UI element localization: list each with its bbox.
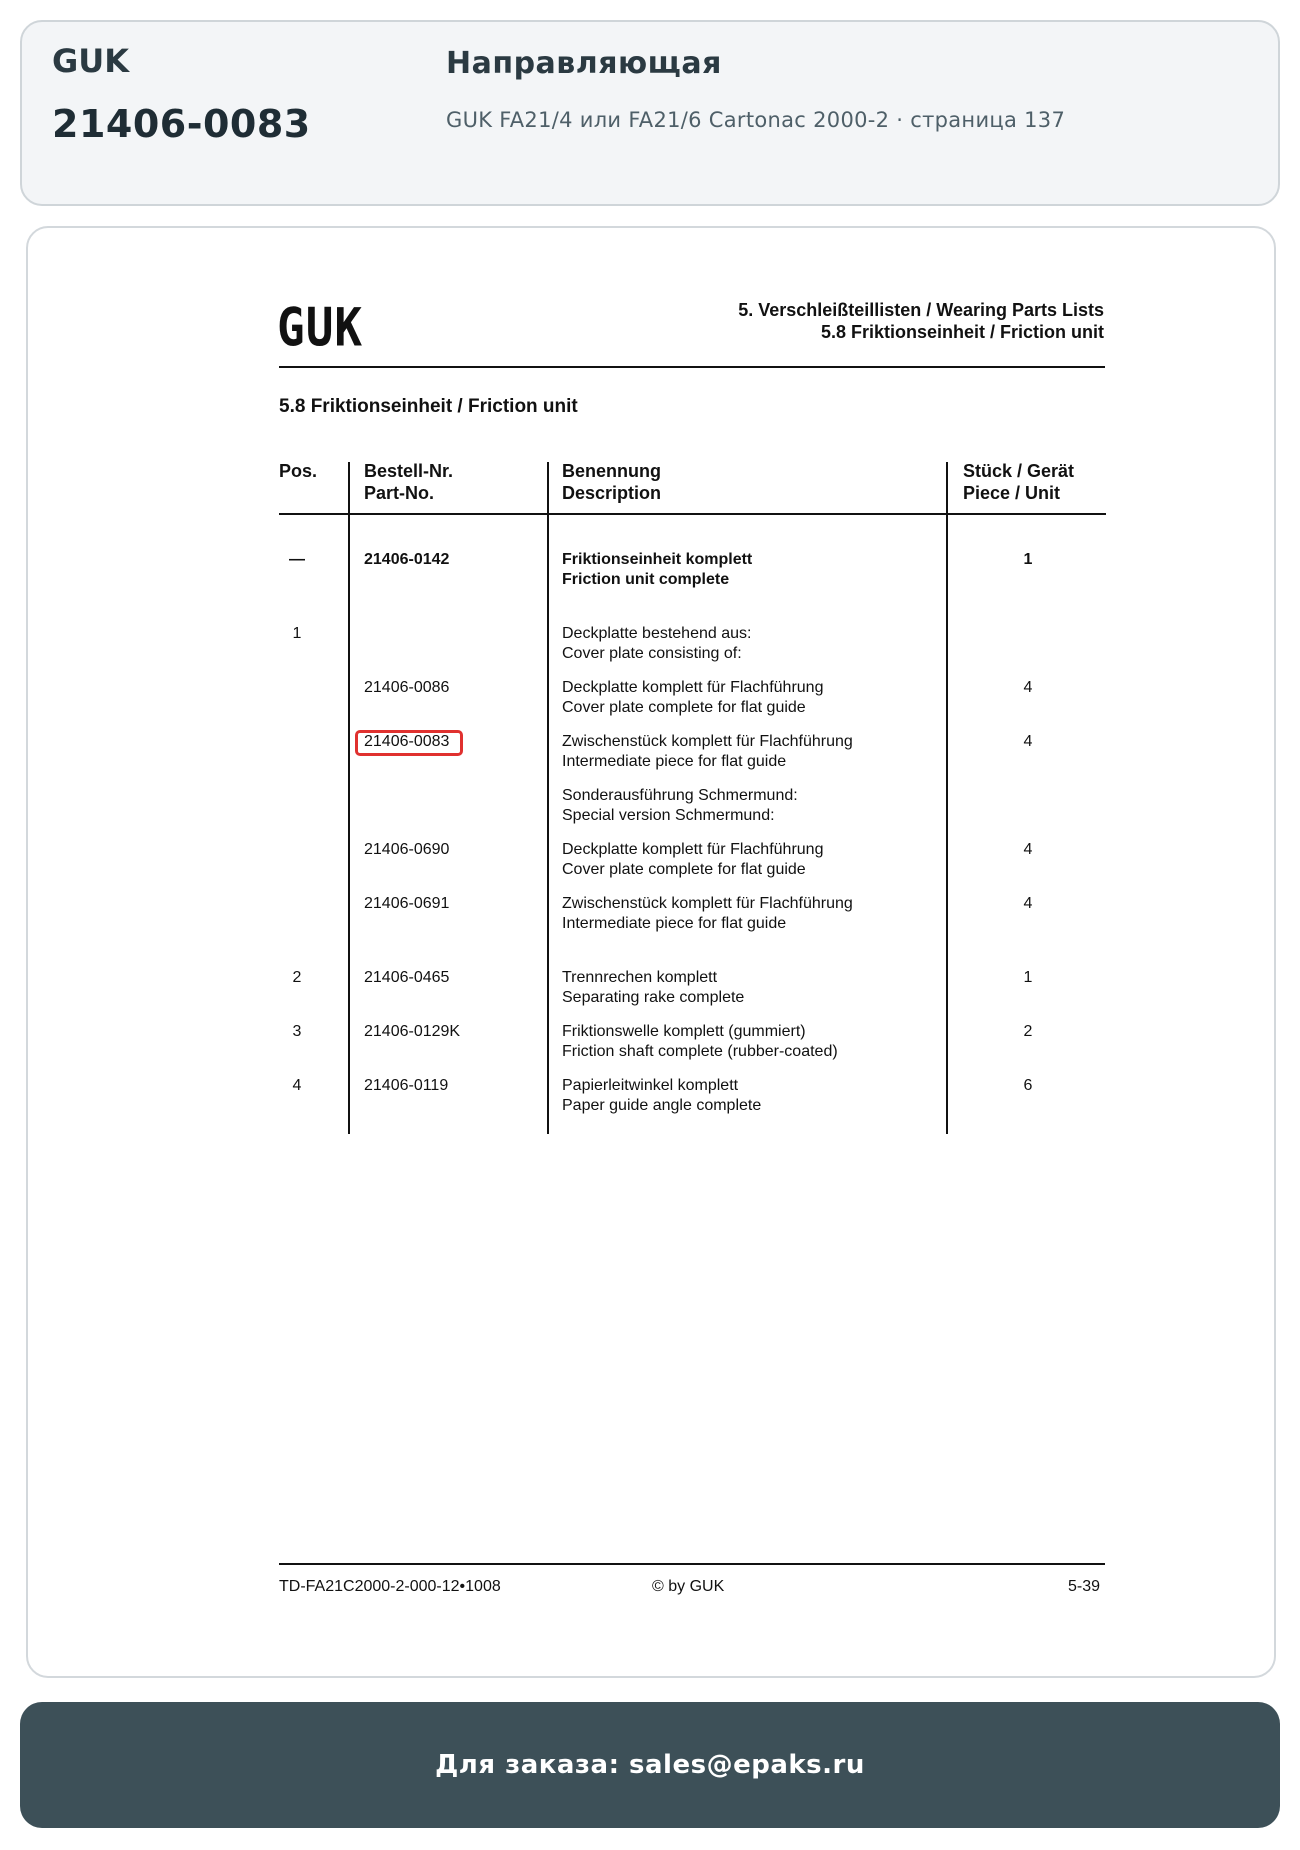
table-row-6-desc2: Intermediate piece for flat guide xyxy=(562,915,787,932)
order-contact-text[interactable]: Для заказа: sales@epaks.ru xyxy=(435,1750,865,1780)
table-row-5-desc2: Cover plate complete for flat guide xyxy=(562,861,806,878)
column-header-quantity xyxy=(963,460,1074,504)
table-row-5-desc1: Deckplatte komplett für Flachführung xyxy=(562,841,824,858)
table-row-1-desc1: Deckplatte bestehend aus: xyxy=(562,625,752,642)
brand-name: GUK xyxy=(52,42,130,80)
header-rule xyxy=(279,366,1105,368)
table-row-3-desc2: Intermediate piece for flat guide xyxy=(562,753,787,770)
table-row-3-qty: 4 xyxy=(1023,733,1033,750)
table-row-5-part: 21406-0690 xyxy=(364,841,450,858)
column-header-part-en: Part-No. xyxy=(364,483,435,503)
table-row-6-part: 21406-0691 xyxy=(364,895,450,912)
table-row-4-desc2: Special version Schmermund: xyxy=(562,807,775,824)
table-row-8-part: 21406-0129K xyxy=(364,1023,461,1040)
table-row-7-qty: 1 xyxy=(1023,969,1033,986)
page-heading xyxy=(738,299,1104,343)
table-row-0-desc1: Friktionseinheit komplett xyxy=(562,551,753,568)
section-title: 5.8 Friktionseinheit / Friction unit xyxy=(279,396,578,417)
table-row-0-pos: — xyxy=(289,551,305,568)
column-header-description xyxy=(562,460,661,504)
page-heading-line1: 5. Verschleißteillisten / Wearing Parts Lists xyxy=(738,300,1104,320)
table-row-6-qty: 4 xyxy=(1023,895,1033,912)
product-title: Направляющая xyxy=(446,46,722,81)
guk-logo: GUK xyxy=(277,296,364,359)
table-row-3-part: 21406-0083 xyxy=(364,733,450,750)
column-header-pos-label: Pos. xyxy=(279,461,318,481)
table-row-1-desc2: Cover plate consisting of: xyxy=(562,645,742,662)
table-row-0-desc2: Friction unit complete xyxy=(562,571,730,588)
table-row-9-desc1: Papierleitwinkel komplett xyxy=(562,1077,739,1094)
product-header xyxy=(20,20,1280,206)
column-header-pos xyxy=(279,460,317,482)
table-row-9-desc2: Paper guide angle complete xyxy=(562,1097,762,1114)
table-header-rule xyxy=(279,513,1106,515)
table-row-1-pos: 1 xyxy=(292,625,302,642)
table-row-0-part: 21406-0142 xyxy=(364,551,450,568)
table-row-4-desc1: Sonderausführung Schmermund: xyxy=(562,787,798,804)
column-header-qty-en: Piece / Unit xyxy=(963,483,1061,503)
document-page xyxy=(28,228,1274,1676)
column-header-desc-en: Description xyxy=(562,483,662,503)
table-row-2-qty: 4 xyxy=(1023,679,1033,696)
page-heading-line2: 5.8 Friktionseinheit / Friction unit xyxy=(820,322,1104,342)
table-row-8-desc1: Friktionswelle komplett (gummiert) xyxy=(562,1023,806,1040)
table-row-8-desc2: Friction shaft complete (rubber-coated) xyxy=(562,1043,838,1060)
table-row-6-desc1: Zwischenstück komplett für Flachführung xyxy=(562,895,853,912)
column-divider-2 xyxy=(547,462,549,1134)
column-header-part-de: Bestell-Nr. xyxy=(364,461,454,481)
document-preview xyxy=(26,226,1276,1678)
table-row-3-desc1: Zwischenstück komplett für Flachführung xyxy=(562,733,853,750)
product-subtitle: GUK FA21/4 или FA21/6 Cartonac 2000-2 · страница 137 xyxy=(446,108,1066,132)
table-row-8-pos: 3 xyxy=(292,1023,302,1040)
document-code: TD-FA21C2000-2-000-12•1008 xyxy=(279,1578,501,1595)
copyright: © by GUK xyxy=(652,1578,725,1595)
part-number: 21406-0083 xyxy=(52,102,311,146)
table-row-8-qty: 2 xyxy=(1023,1023,1033,1040)
footer-rule xyxy=(279,1563,1105,1565)
table-row-0-qty: 1 xyxy=(1023,551,1033,568)
table-row-2-desc2: Cover plate complete for flat guide xyxy=(562,699,806,716)
table-row-9-qty: 6 xyxy=(1023,1077,1033,1094)
table-row-7-desc2: Separating rake complete xyxy=(562,989,745,1006)
column-header-desc-de: Benennung xyxy=(562,461,661,481)
table-row-7-part: 21406-0465 xyxy=(364,969,450,986)
table-row-2-desc1: Deckplatte komplett für Flachführung xyxy=(562,679,824,696)
table-row-5-qty: 4 xyxy=(1023,841,1033,858)
column-header-part xyxy=(364,460,453,504)
table-row-9-pos: 4 xyxy=(292,1077,302,1094)
column-header-qty-de: Stück / Gerät xyxy=(963,461,1075,481)
table-row-9-part: 21406-0119 xyxy=(364,1077,449,1094)
table-row-7-desc1: Trennrechen komplett xyxy=(562,969,718,986)
table-row-7-pos: 2 xyxy=(292,969,302,986)
page-number: 5-39 xyxy=(1068,1578,1101,1595)
table-row-2-part: 21406-0086 xyxy=(364,679,450,696)
column-divider-3 xyxy=(946,462,948,1134)
column-divider-1 xyxy=(348,462,350,1134)
order-banner xyxy=(20,1702,1280,1828)
